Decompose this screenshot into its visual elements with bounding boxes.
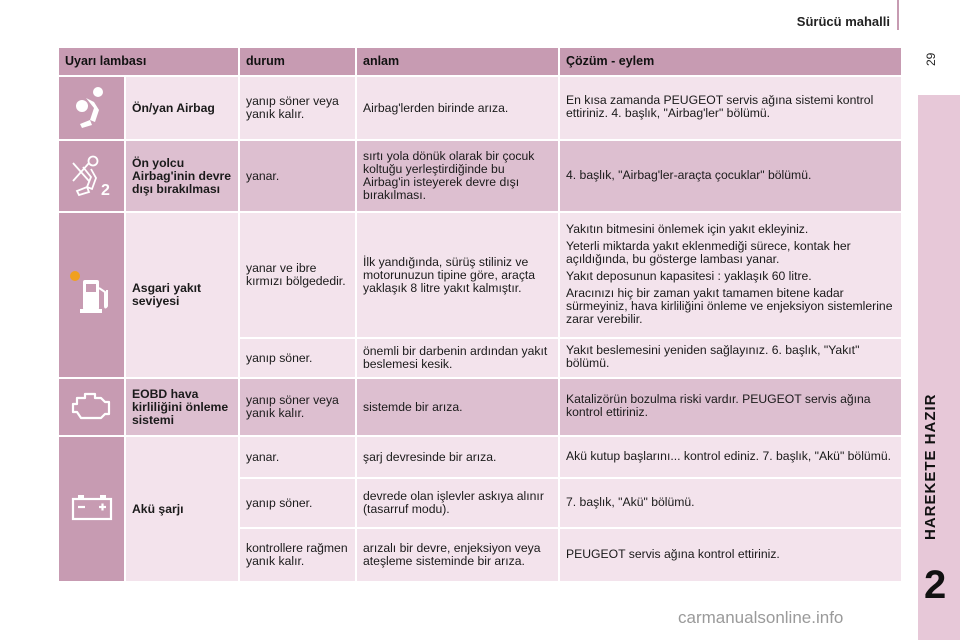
warning-name: Ön yolcu Airbag'inin devre dışı bırakılması xyxy=(126,141,238,211)
cozum-text: Aracınızı hiç bir zaman yakıt tamamen bitene kadar sürmeyiniz, hava kirliliğini önleme ve enjeksiyon sistemlerine zarar verebilir. xyxy=(566,285,893,326)
durum-cell: yanıp söner veya yanık kalır. xyxy=(240,379,355,435)
warning-name: Ön/yan Airbag xyxy=(126,77,238,139)
cozum-text: Yakıt deposunun kapasitesi : yaklaşık 60 litre. xyxy=(566,268,812,283)
warning-name: Akü şarjı xyxy=(126,437,238,581)
warning-icon-cell xyxy=(59,437,124,581)
table-header-row xyxy=(59,48,901,75)
table-row xyxy=(59,437,901,477)
anlam-cell: sırtı yola dönük olarak bir çocuk koltuğu yerleştirdiğinde bu Airbag'in isteyerek devre dışı bırakılması. xyxy=(357,141,558,211)
anlam-cell: sistemde bir arıza. xyxy=(357,379,558,435)
durum-cell: yanıp söner. xyxy=(240,339,355,377)
page-header-title: Sürücü mahalli xyxy=(796,14,890,29)
passenger-airbag-off-icon xyxy=(69,151,115,199)
svg-text:2: 2 xyxy=(100,181,110,199)
durum-cell: yanıp söner. xyxy=(240,479,355,527)
warning-lights-table xyxy=(57,46,903,583)
anlam-cell: şarj devresinde bir arıza. xyxy=(357,437,558,477)
header-durum: durum xyxy=(240,48,355,75)
cozum-cell xyxy=(560,529,901,581)
anlam-cell: Airbag'lerden birinde arıza. xyxy=(357,77,558,139)
cozum-text: 4. başlık, "Airbag'ler-araçta çocuklar" bölümü. xyxy=(566,167,812,182)
anlam-cell: İlk yandığında, sürüş stiliniz ve motorunuzun tipine göre, araçta yaklaşık 8 litre yakıt kalmıştır. xyxy=(357,213,558,337)
warning-icon-cell xyxy=(59,379,124,435)
warning-name: Asgari yakıt seviyesi xyxy=(126,213,238,377)
anlam-cell: arızalı bir devre, enjeksiyon veya ateşleme sisteminde bir arıza. xyxy=(357,529,558,581)
table-row xyxy=(59,141,901,211)
battery-icon xyxy=(69,493,115,523)
durum-cell: yanar ve ibre kırmızı bölgededir. xyxy=(240,213,355,337)
cozum-cell xyxy=(560,339,901,377)
cozum-text: En kısa zamanda PEUGEOT servis ağına sistemi kontrol ettiriniz. 4. başlık, "Airbag'ler" bölümü. xyxy=(566,93,874,120)
cozum-cell xyxy=(560,379,901,435)
durum-cell: kontrollere rağmen yanık kalır. xyxy=(240,529,355,581)
durum-cell: yanar. xyxy=(240,437,355,477)
cozum-text: 7. başlık, "Akü" bölümü. xyxy=(566,494,695,509)
cozum-text: Yeterli miktarda yakıt eklenmediği sürece, kontak her açıldığında, bu gösterge lambası yanar. xyxy=(566,238,851,266)
header-cozum: Çözüm - eylem xyxy=(560,48,901,75)
durum-cell: yanıp söner veya yanık kalır. xyxy=(240,77,355,139)
fuel-pump-icon xyxy=(69,270,115,318)
header-uyari-lambasi: Uyarı lambası xyxy=(59,48,238,75)
table-row xyxy=(59,77,901,139)
warning-icon-cell xyxy=(59,213,124,377)
durum-cell: yanar. xyxy=(240,141,355,211)
cozum-cell xyxy=(560,141,901,211)
cozum-text: Yakıtın bitmesini önlemek için yakıt ekleyiniz. xyxy=(566,221,809,236)
anlam-cell: önemli bir darbenin ardından yakıt beslemesi kesik. xyxy=(357,339,558,377)
cozum-text: Akü kutup başlarını... kontrol ediniz. 7. başlık, "Akü" bölümü. xyxy=(566,448,892,463)
anlam-cell: devrede olan işlevler askıya alınır (tasarruf modu). xyxy=(357,479,558,527)
table-row xyxy=(59,379,901,435)
cozum-text: Katalizörün bozulma riski vardır. PEUGEOT servis ağına kontrol ettiriniz. xyxy=(566,392,871,419)
warning-name: EOBD hava kirliliğini önleme sistemi xyxy=(126,379,238,435)
page-number: 29 xyxy=(924,52,938,66)
cozum-cell xyxy=(560,479,901,527)
cozum-cell xyxy=(560,213,901,337)
header-anlam: anlam xyxy=(357,48,558,75)
chapter-number: 2 xyxy=(924,563,947,607)
cozum-cell xyxy=(560,437,901,477)
watermark: carmanualsonline.info xyxy=(678,608,844,627)
header-divider xyxy=(897,0,899,30)
engine-check-icon xyxy=(69,388,115,424)
table-row xyxy=(59,213,901,337)
warning-icon-cell xyxy=(59,141,124,211)
chapter-sidebar xyxy=(918,95,960,640)
cozum-text: Yakıt beslemesini yeniden sağlayınız. 6. başlık, "Yakıt" bölümü. xyxy=(566,343,860,370)
chapter-title: HAREKETE HAZIR xyxy=(922,393,939,540)
warning-icon-cell xyxy=(59,77,124,139)
cozum-text: PEUGEOT servis ağına kontrol ettiriniz. xyxy=(566,546,780,561)
cozum-cell xyxy=(560,77,901,139)
airbag-icon xyxy=(70,84,114,130)
